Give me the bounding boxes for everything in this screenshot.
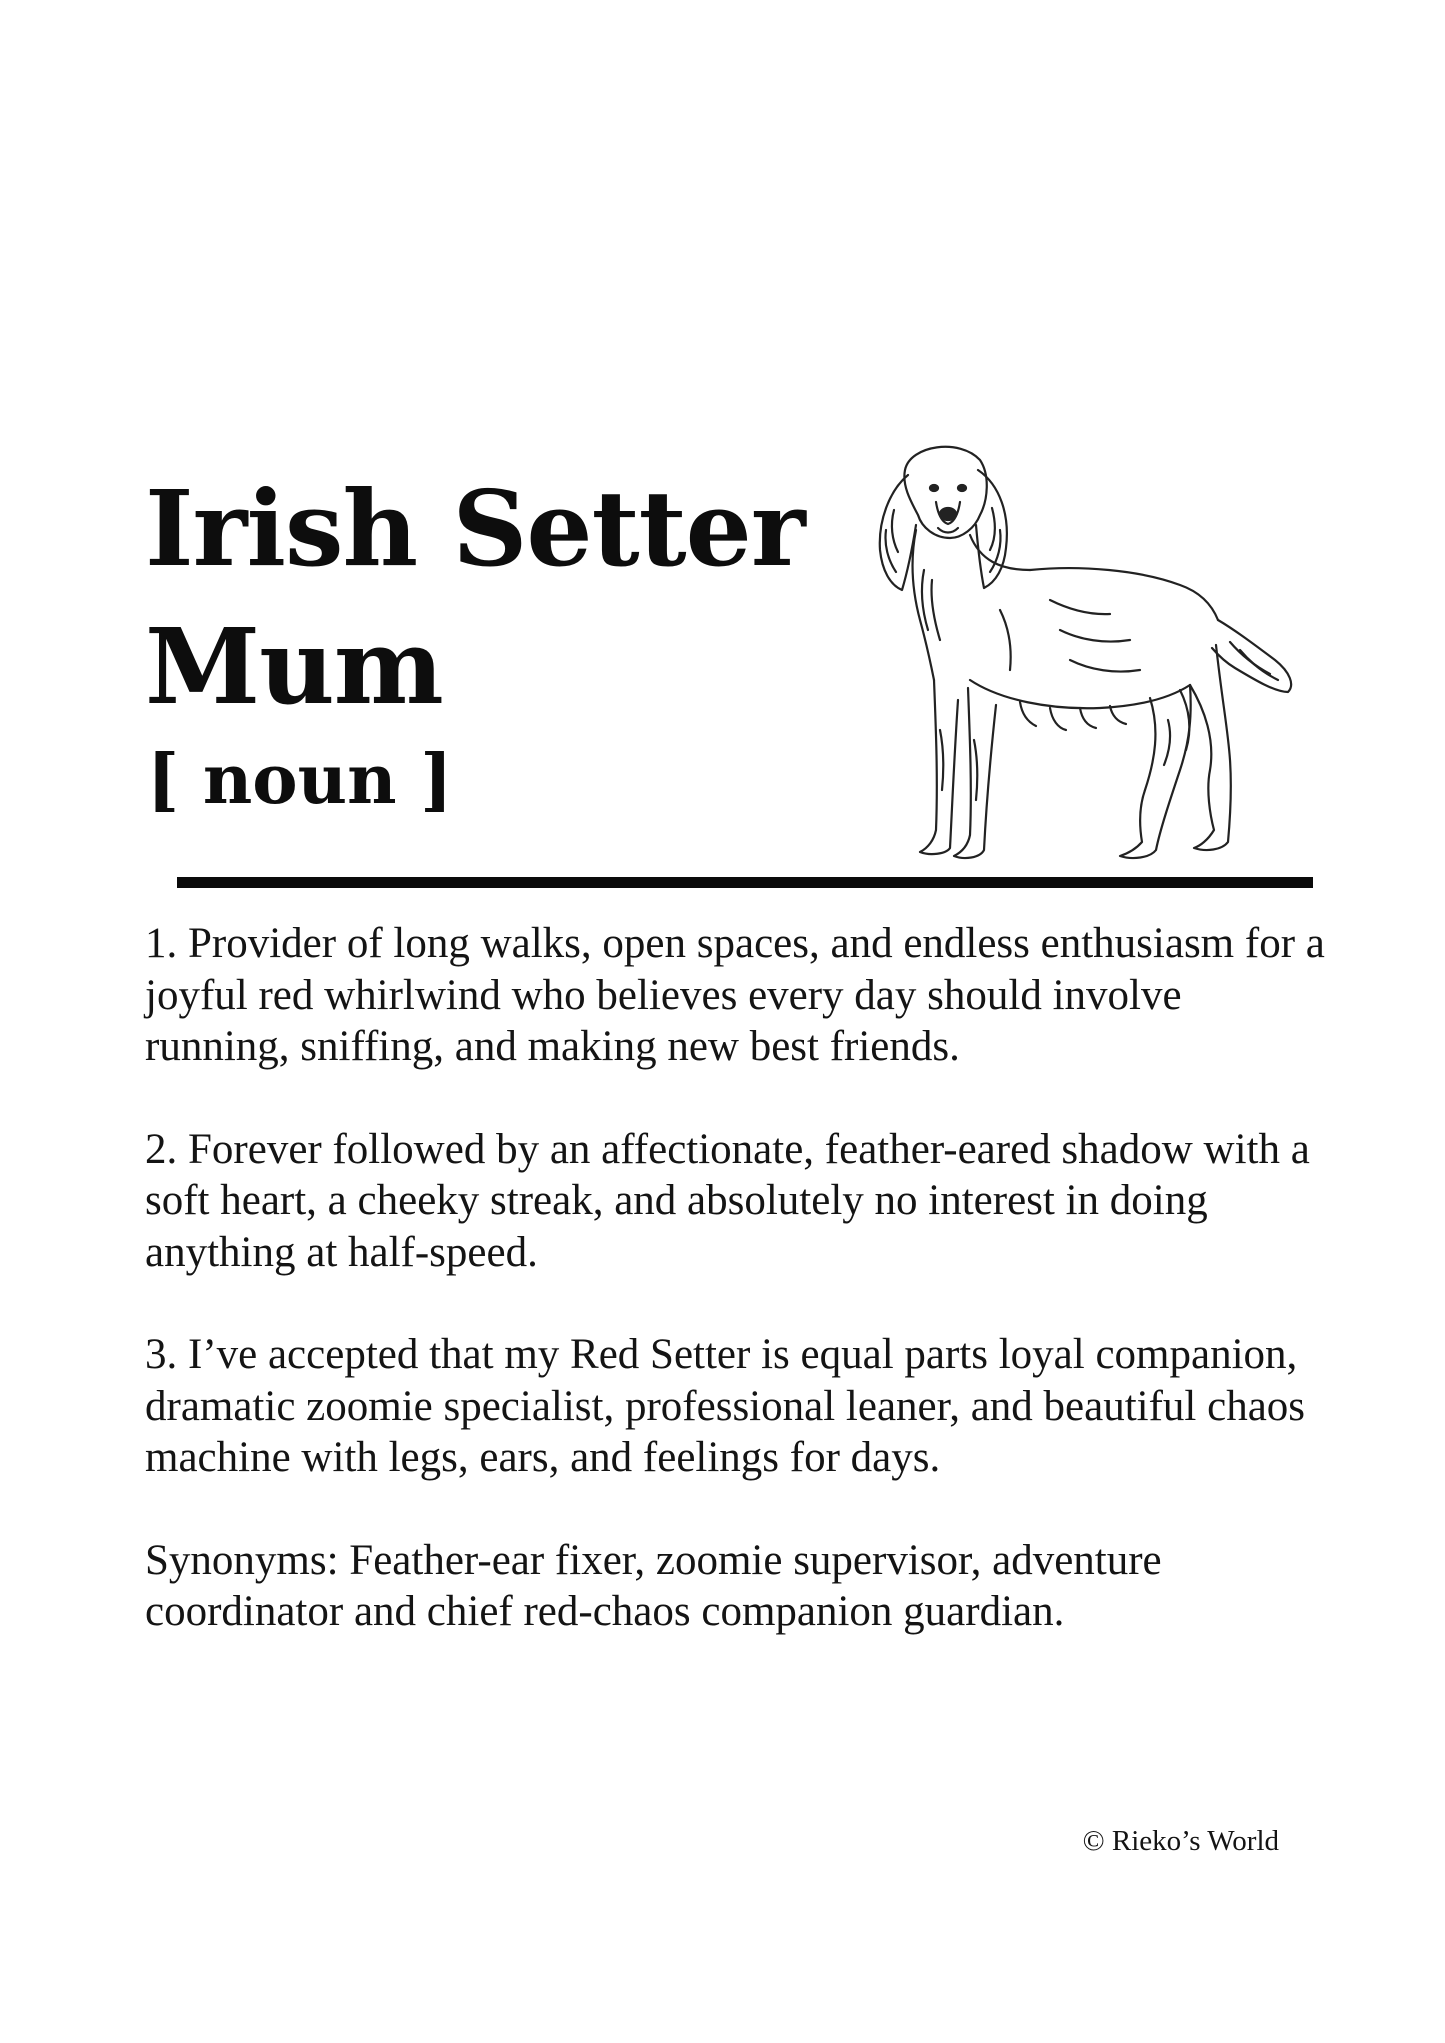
- synonyms: Synonyms: Feather-ear fixer, zoomie supervisor, adventure coordinator and chief red-chaos companion guardian.: [145, 1536, 1162, 1635]
- part-of-speech: [ noun ]: [147, 740, 453, 820]
- definition-3: 3. I’ve accepted that my Red Setter is equal parts loyal companion, dramatic zoomie specialist, professional leaner, and beautiful chaos machine with legs, ears, and feelings for days.: [145, 1331, 1306, 1481]
- irish-setter-dog-line-drawing-icon: [850, 430, 1300, 880]
- copyright-notice: © Rieko’s World: [1082, 1825, 1279, 1857]
- page-title: [145, 460, 805, 736]
- title-line-2: Mum: [145, 605, 443, 728]
- title-line-1: Irish Setter: [145, 467, 805, 590]
- definition-1: 1. Provider of long walks, open spaces, and endless enthusiasm for a joyful red whirlwind who believes every day should involve running, sniffing, and making new best friends.: [145, 920, 1325, 1070]
- definitions: [145, 918, 1325, 1689]
- definition-2: 2. Forever followed by an affectionate, feather-eared shadow with a soft heart, a cheeky streak, and absolutely no interest in doing anything at half-speed.: [145, 1125, 1310, 1276]
- divider-rule: [177, 877, 1313, 888]
